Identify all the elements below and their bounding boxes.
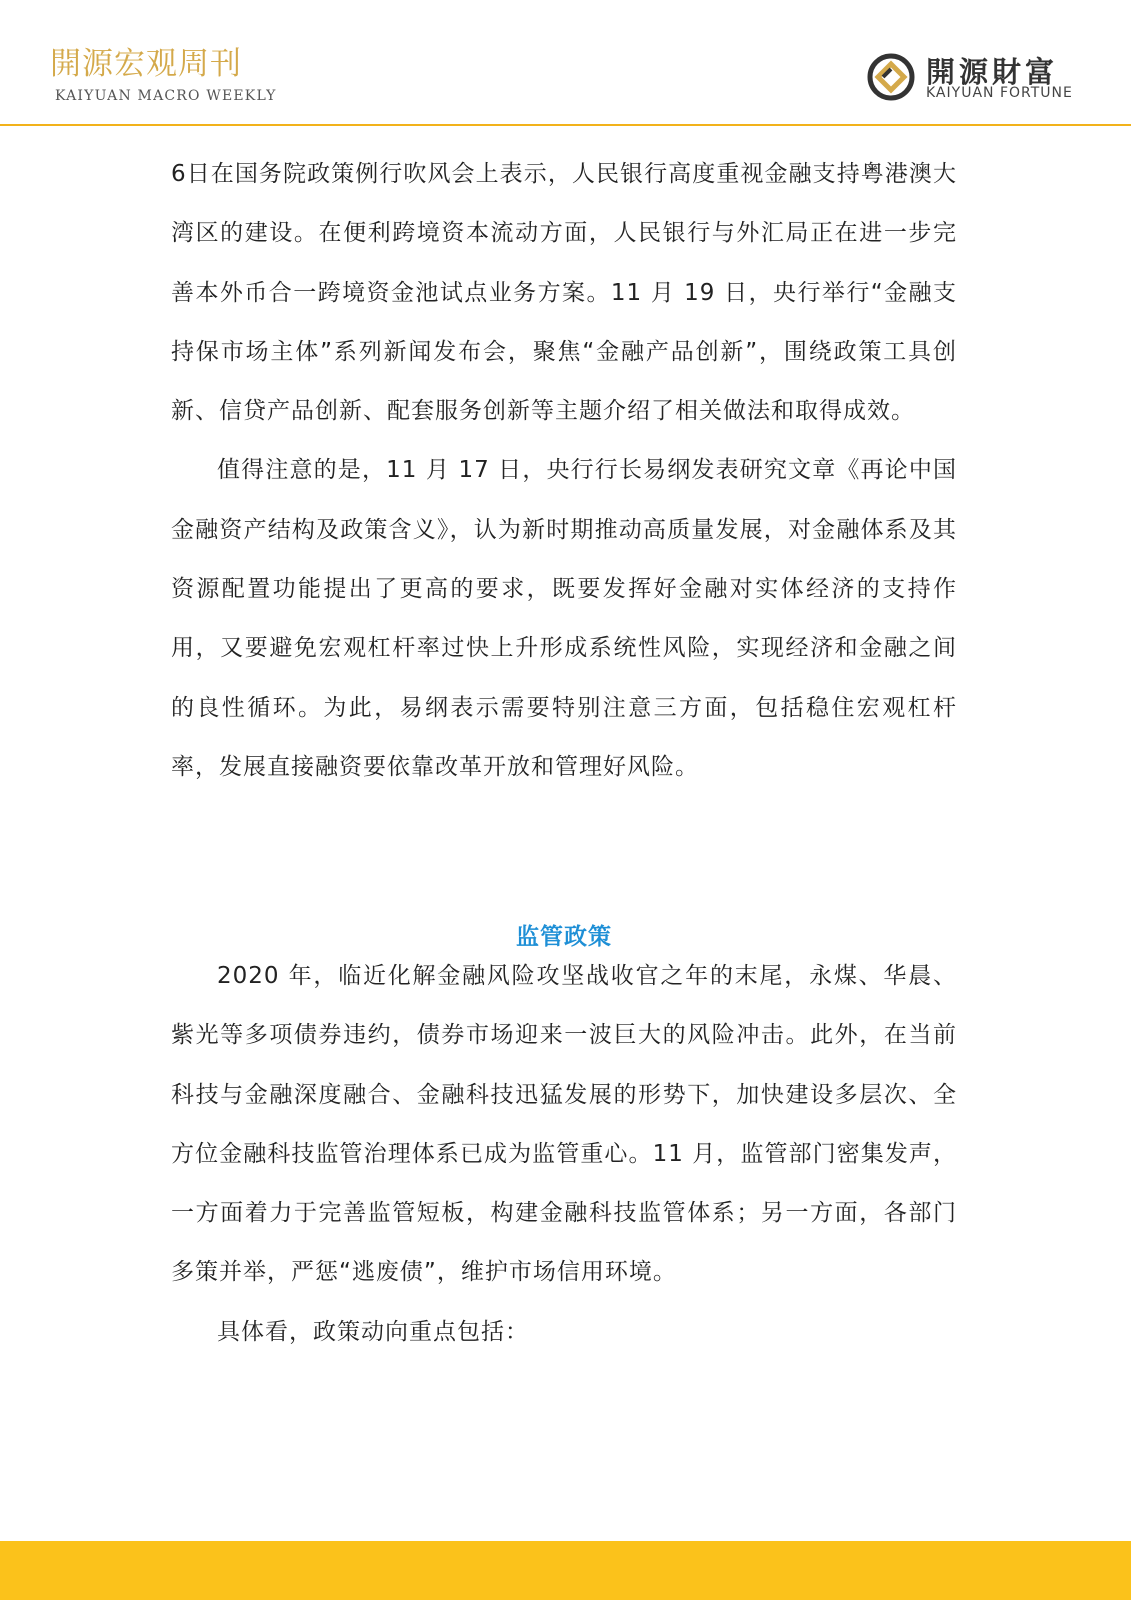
logo-english-name: KAIYUAN FORTUNE	[926, 85, 1073, 101]
header-divider	[0, 124, 1131, 126]
regulatory-section-body	[171, 947, 957, 1362]
article-body	[171, 145, 957, 797]
kaiyuan-logo-icon	[866, 52, 916, 102]
section-title-regulatory-policy: 监管政策	[516, 924, 612, 950]
paragraph-policy-intro: 具体看，政策动向重点包括：	[217, 1318, 529, 1345]
publication-title: 開源宏观周刊	[50, 46, 242, 82]
page-header	[0, 0, 1131, 126]
publication-subtitle: KAIYUAN MACRO WEEKLY	[55, 88, 277, 104]
logo-chinese-name: 開源財富	[926, 55, 1059, 89]
paragraph-yi-gang-article: 值得注意的是，11 月 17 日，央行行长易纲发表研究文章《再论中国金融资产结构及政策含义》，认为新时期推动高质量发展，对金融体系及其资源配置功能提出了更高的要求，既要发挥好金融对实体经济的支持作用，又要避免宏观杠杆率过快上升形成系统性风险，实现经济和金融之间的良性循环。为此，易纲表示需要特别注意三方面，包括稳住宏观杠杆率，发展直接融资要依靠改革开放和管理好风险。	[171, 457, 957, 780]
company-logo	[866, 48, 1086, 108]
paragraph-pboc-greater-bay: 6日在国务院政策例行吹风会上表示，人民银行高度重视金融支持粤港澳大湾区的建设。在便利跨境资本流动方面，人民银行与外汇局正在进一步完善本外币合一跨境资金池试点业务方案。11 月 19 日，央行举行“金融支持保市场主体”系列新闻发布会，聚焦“金融产品创新”，围绕政策工具创新、信贷产品创新、配套服务创新等主题介绍了相关做法和取得成效。	[171, 161, 957, 425]
paragraph-regulatory-overview: 2020 年，临近化解金融风险攻坚战收官之年的末尾，永煤、华晨、紫光等多项债券违约，债券市场迎来一波巨大的风险冲击。此外，在当前科技与金融深度融合、金融科技迅猛发展的形势下，加快建设多层次、全方位金融科技监管治理体系已成为监管重心。11 月，监管部门密集发声，一方面着力于完善监管短板，构建金融科技监管体系；另一方面，各部门多策并举，严惩“逃废债”，维护市场信用环境。	[171, 963, 957, 1286]
footer-bar	[0, 1541, 1131, 1600]
